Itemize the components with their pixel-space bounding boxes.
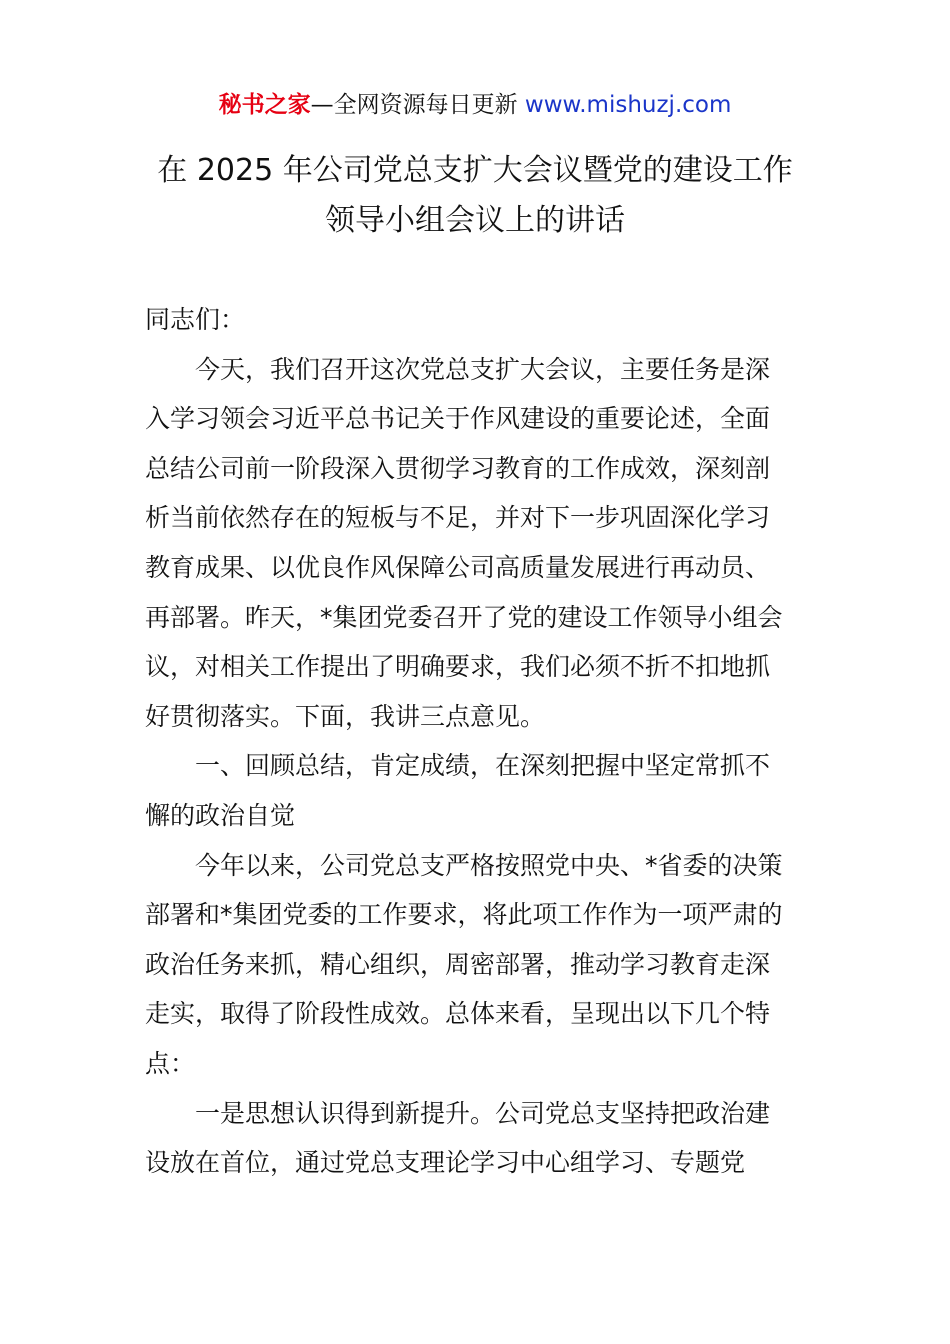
site-name: 秘书之家 xyxy=(218,92,311,118)
body-line: 走实，取得了阶段性成效。总体来看，呈现出以下几个特 xyxy=(145,999,771,1029)
section-heading-line: 懈的政治自觉 xyxy=(145,800,296,830)
body-line: 好贯彻落实。下面，我讲三点意见。 xyxy=(145,701,546,731)
title-line-1: 在 2025 年公司党总支扩大会议暨党的建设工作 xyxy=(157,153,793,188)
body-line: 再部署。昨天，*集团党委召开了党的建设工作领导小组会 xyxy=(145,602,783,632)
body-line: 点： xyxy=(145,1048,196,1078)
body-line: 部署和*集团党委的工作要求，将此项工作作为一项严肃的 xyxy=(145,900,783,930)
title-line-2: 领导小组会议上的讲话 xyxy=(325,203,625,238)
body-line: 入学习领会习近平总书记关于作风建设的重要论述，全面 xyxy=(145,404,771,434)
site-tagline: —全网资源每日更新 xyxy=(310,92,525,118)
site-url-link[interactable]: www.mishuzj.com xyxy=(524,92,732,118)
salutation: 同志们： xyxy=(145,305,246,334)
section-heading-line: 一、回顾总结，肯定成绩，在深刻把握中坚定常抓不 xyxy=(195,751,771,781)
body-line: 一是思想认识得到新提升。公司党总支坚持把政治建 xyxy=(195,1098,771,1128)
body-line: 设放在首位，通过党总支理论学习中心组学习、专题党 xyxy=(145,1148,746,1178)
body-line: 总结公司前一阶段深入贯彻学习教育的工作成效，深刻剖 xyxy=(145,453,771,483)
body-line: 教育成果、以优良作风保障公司高质量发展进行再动员、 xyxy=(145,552,771,582)
body-line: 今年以来，公司党总支严格按照党中央、*省委的决策 xyxy=(195,850,783,880)
body-line: 政治任务来抓，精心组织，周密部署，推动学习教育走深 xyxy=(145,949,771,979)
body-line: 今天，我们召开这次党总支扩大会议，主要任务是深 xyxy=(195,354,771,384)
body-line: 析当前依然存在的短板与不足，并对下一步巩固深化学习 xyxy=(145,503,771,533)
site-header xyxy=(0,88,950,122)
document-title xyxy=(100,146,850,246)
body-line: 议，对相关工作提出了明确要求，我们必须不折不扣地抓 xyxy=(145,652,771,682)
document-body xyxy=(145,295,810,1188)
